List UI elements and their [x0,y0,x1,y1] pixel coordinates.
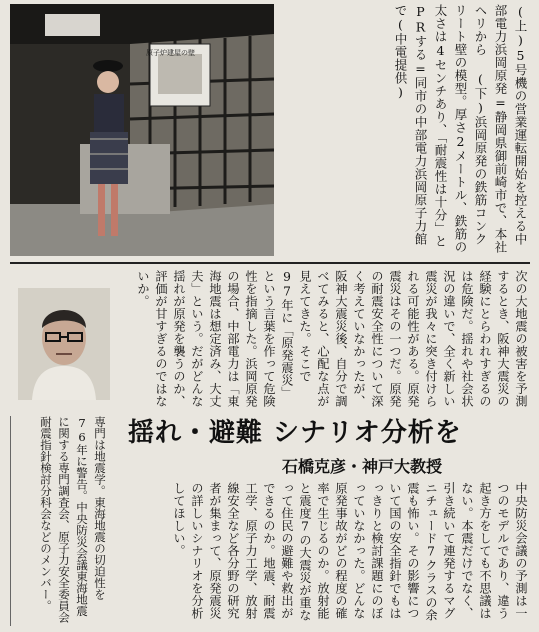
author-portrait [18,288,110,400]
byline: 石橋克彦・神戸大教授 [282,457,443,476]
photo-caption: (上)5号機の営業運転開始を控える中部電力浜岡原発=静岡県御前崎市で、本社ヘリから (下)浜岡原発の鉄筋コンクリート壁の模型。厚さ2メートル、鉄筋の太さは4センチあり、「耐震性は十分」とPRする=同市の中部電力浜岡原子力館で(中電提供) [393,4,528,254]
section-divider [10,262,530,264]
author-profile: 専門は地震学。東海地震の切迫性を76年に警告。中央防災会議東海地震に関する専門調査会、原子力安全委員会耐震指針検討分科会などのメンバー。 [10,416,109,626]
portrait-photo [18,288,110,400]
top-photo [10,4,274,256]
photo-sign: 原子炉建屋の壁 [146,49,195,57]
reactor-wall-model-photo [10,4,274,256]
article-body-top: 次の大地震の被害を予測するとき、阪神大震災の経験にとらわれすぎるのは危険だ。揺れや社会状況の違いで、全く新しい震災が我々に突き付けられる可能性がある。原発震災はその一つだ。原発の耐震安全性について深く考えていなかったが、阪神大震災後、自分で調べてみると、心配な点が見えてきた。そこで97年に「原発震災」という言葉を作って危険性を指摘した。浜岡原発の場合、中部電力は「東海地震は想定済み、大丈夫」という。だがどんな揺れが原発を襲うのか、評価が甘すぎるのではないか。 [136,270,528,408]
headline: 揺れ・避難 シナリオ分析を [128,418,462,448]
article-body-bottom: 中央防災会議の予測は一つのモデルであり、違う起き方をしても不思議はない。本震だけでなく、引き続いて連発するマグニチュード7クラスの余震も怖い。その影響について国の安全指針でもはっきりと検討課題にのぼっていなかった。どんな原発事故がどの程度の確率で生じるのか。放射能と震度7の大震災が重なって住民の避難や救出ができるのか。地震、耐震工学、原子力工学、放射線安全など各分野の研究者が集まって、原発震災の詳しいシナリオを分析してほしい。 [172,482,528,622]
